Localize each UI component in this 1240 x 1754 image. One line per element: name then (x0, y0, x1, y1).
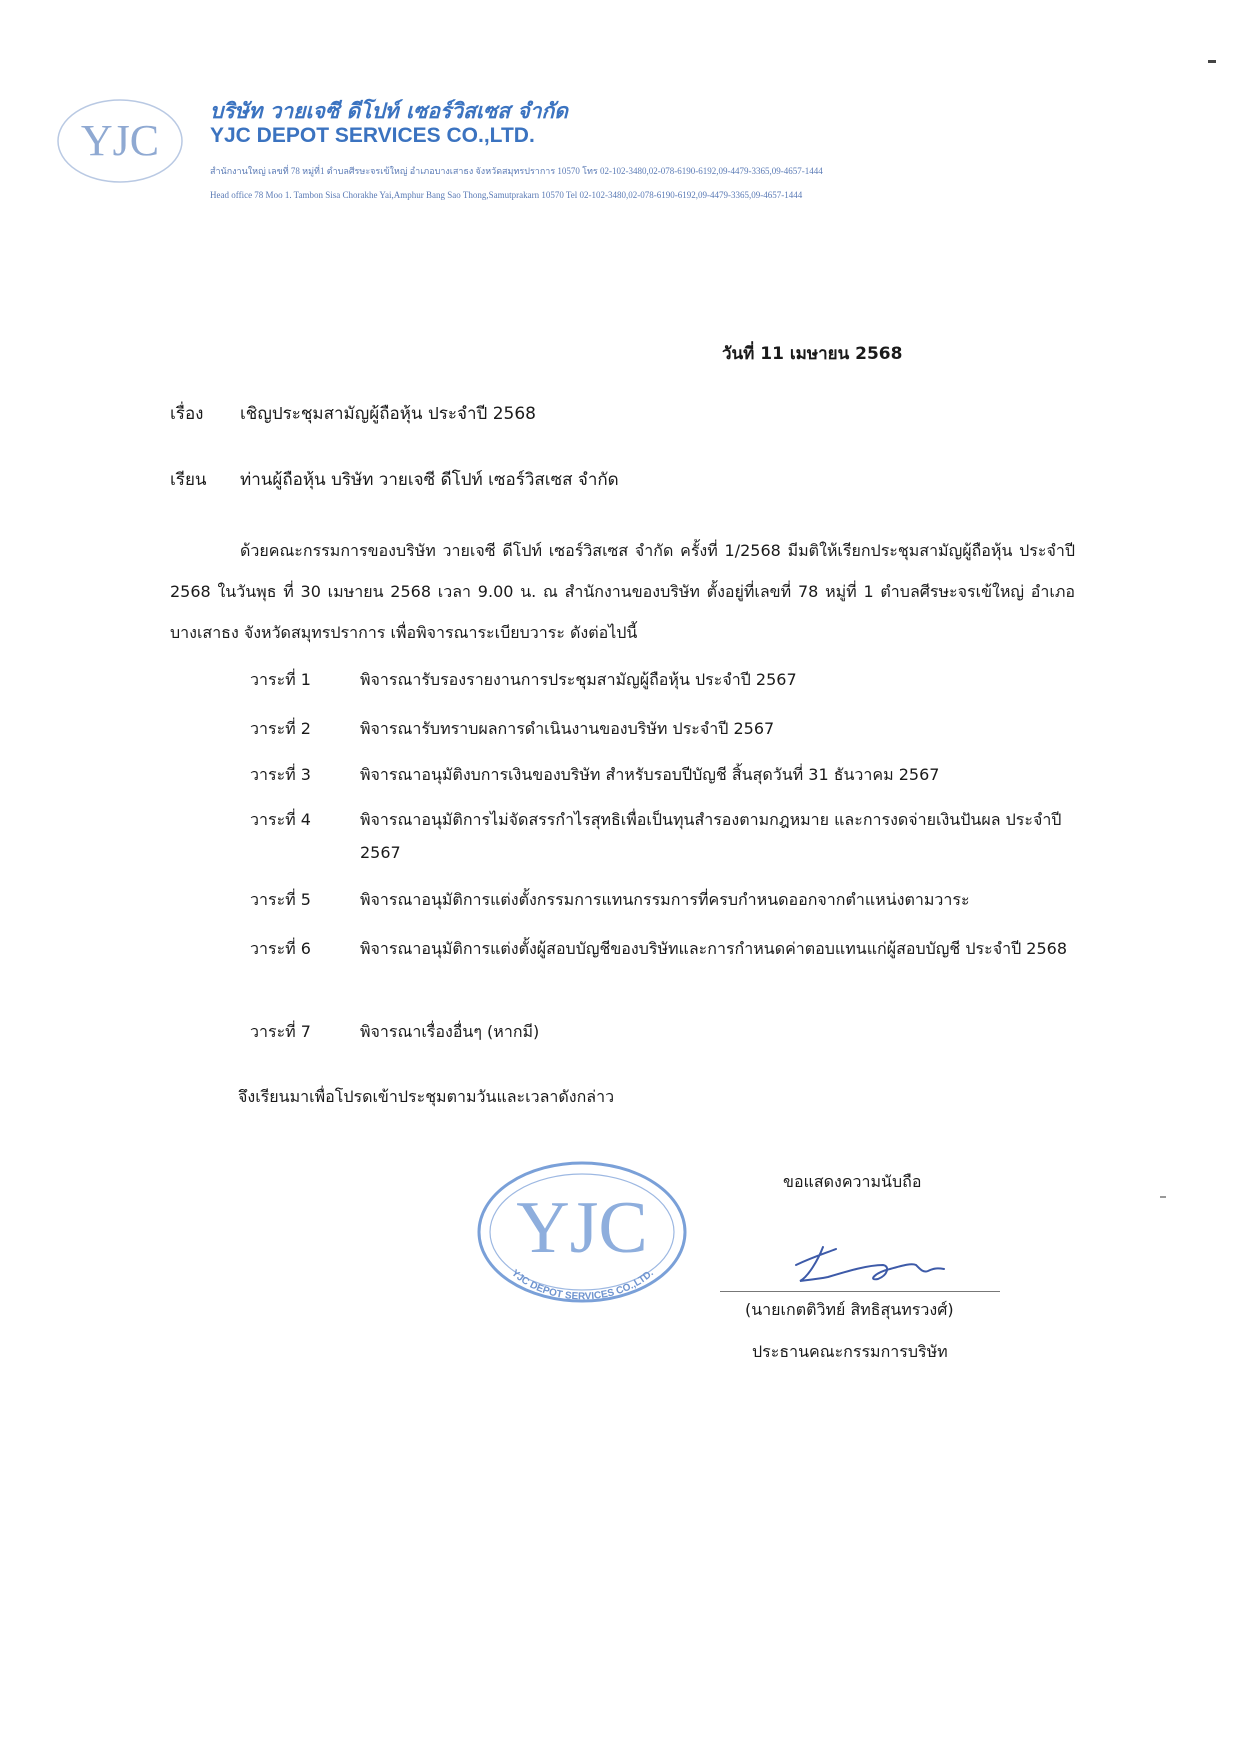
subject-label: เรื่อง (170, 404, 204, 424)
scan-speck (1160, 1196, 1166, 1198)
svg-text:YJC: YJC (80, 116, 160, 165)
agenda-number: วาระที่ 6 (250, 939, 311, 958)
agenda-number: วาระที่ 5 (250, 890, 311, 909)
scan-speck (1208, 60, 1216, 63)
handwritten-signature (778, 1235, 978, 1295)
agenda-item: พิจารณารับทราบผลการดำเนินงานของบริษัท ประจำปี 2567 (360, 719, 775, 738)
svg-text:YJC: YJC (516, 1187, 648, 1269)
agenda-item: พิจารณาอนุมัติการแต่งตั้งผู้สอบบัญชีของบริษัทและการกำหนดค่าตอบแทนแก่ผู้สอบบัญชี ประจำปี 2568 (360, 939, 1068, 958)
agenda-number: วาระที่ 4 (250, 810, 311, 829)
company-address-thai: สำนักงานใหญ่ เลขที่ 78 หมู่ที่1 ตำบลศีรษะจรเข้ใหญ่ อำเภอบางเสาธง จังหวัดสมุทรปราการ 10570 โทร 02-102-3480,02-078-6190-6192,09-4479-3365,09-4657-1444 (210, 166, 823, 176)
signer-name: (นายเกตติวิทย์ สิทธิสุนทรวงศ์) (745, 1300, 954, 1319)
agenda-number: วาระที่ 2 (250, 719, 311, 738)
agenda-item: พิจารณาเรื่องอื่นๆ (หากมี) (360, 1022, 540, 1041)
agenda-item: พิจารณาอนุมัติการแต่งตั้งกรรมการแทนกรรมการที่ครบกำหนดออกจากตำแหน่งตามวาระ (360, 890, 970, 909)
agenda-number: วาระที่ 1 (250, 670, 311, 689)
signature-line (720, 1291, 1000, 1292)
agenda-number: วาระที่ 7 (250, 1022, 311, 1041)
company-seal (475, 1160, 690, 1305)
company-name-english: YJC DEPOT SERVICES CO.,LTD. (210, 124, 535, 147)
svg-text:YJC DEPOT SERVICES CO.,LTD.: YJC DEPOT SERVICES CO.,LTD. (509, 1267, 656, 1303)
regards-text: ขอแสดงความนับถือ (783, 1172, 922, 1191)
signer-title: ประธานคณะกรรมการบริษัท (752, 1342, 948, 1361)
company-address-english: Head office 78 Moo 1. Tambon Sisa Chorakhe Yai,Amphur Bang Sao Thong,Samutprakarn 10570 Tel 02-102-3480,02-078-6190-6192,09-4479-3365,09-4657-1444 (210, 190, 803, 200)
agenda-item: พิจารณาอนุมัติงบการเงินของบริษัท สำหรับรอบปีบัญชี สิ้นสุดวันที่ 31 ธันวาคม 2567 (360, 765, 940, 784)
agenda-item: พิจารณารับรองรายงานการประชุมสามัญผู้ถือหุ้น ประจำปี 2567 (360, 670, 797, 689)
closing-sentence: จึงเรียนมาเพื่อโปรดเข้าประชุมตามวันและเวลาดังกล่าว (238, 1087, 615, 1106)
recipient-label: เรียน (170, 470, 207, 490)
company-logo (55, 97, 185, 185)
company-name-thai: บริษัท วายเจซี ดีโปท์ เซอร์วิสเซส จำกัด (210, 99, 568, 123)
subject-text: เชิญประชุมสามัญผู้ถือหุ้น ประจำปี 2568 (240, 404, 536, 424)
recipient-text: ท่านผู้ถือหุ้น บริษัท วายเจซี ดีโปท์ เซอร์วิสเซส จำกัด (240, 470, 619, 490)
agenda-number: วาระที่ 3 (250, 765, 311, 784)
letter-date: วันที่ 11 เมษายน 2568 (722, 344, 903, 364)
body-paragraph: ด้วยคณะกรรมการของบริษัท วายเจซี ดีโปท์ เซอร์วิสเซส จำกัด ครั้งที่ 1/2568 มีมติให้เรียกประชุมสามัญผู้ถือหุ้น ประจำปี 2568 ในวันพุธ ที่ 30 เมษายน 2568 เวลา 9.00 น. ณ สำนักงานของบริษัท ตั้งอยู่ที่เลขที่ 78 หมู่ที่ 1 ตำบลศีรษะจรเข้ใหญ่ อำเภอบางเสาธง จังหวัดสมุทรปราการ เพื่อพิจารณาระเบียบวาระ ดังต่อไปนี้ (170, 541, 1075, 642)
agenda-item: พิจารณาอนุมัติการไม่จัดสรรกำไรสุทธิเพื่อเป็นทุนสำรองตามกฎหมาย และการงดจ่ายเงินปันผล ประจำปี 2567 (360, 810, 1062, 862)
